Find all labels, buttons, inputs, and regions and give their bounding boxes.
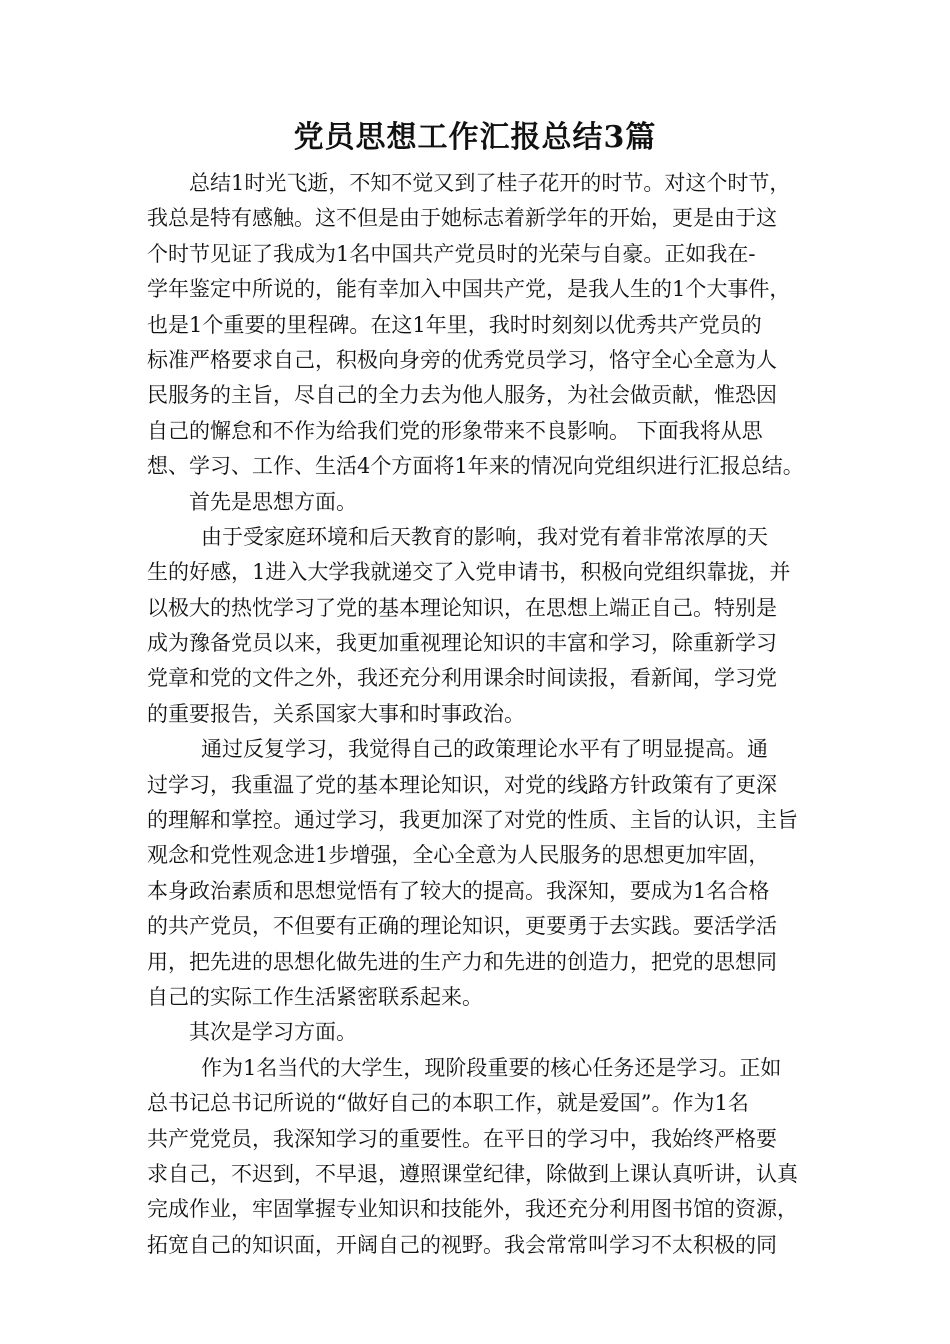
paragraph-line: 个时节见证了我成为1名中国共产党员时的光荣与自豪。正如我在- bbox=[147, 241, 756, 266]
paragraph-line: 党章和党的文件之外，我还充分利用课余时间读报，看新闻，学习党 bbox=[147, 666, 777, 691]
paragraph-line: 的理解和掌控。通过学习，我更加深了对党的性质、主旨的认识，主旨 bbox=[147, 808, 798, 833]
paragraph-line: 也是1个重要的里程碑。在这1年里，我时时刻刻以优秀共产党员的 bbox=[147, 312, 762, 337]
paragraph-line: 拓宽自己的知识面，开阔自己的视野。我会常常叫学习不太积极的同 bbox=[147, 1232, 777, 1257]
paragraph-line: 其次是学习方面。 bbox=[189, 1020, 357, 1045]
paragraph-line: 我总是特有感触。这不但是由于她标志着新学年的开始，更是由于这 bbox=[147, 206, 777, 231]
paragraph-line: 作为1名当代的大学生，现阶段重要的核心任务还是学习。正如 bbox=[201, 1055, 782, 1080]
paragraph-line: 用，把先进的思想化做先进的生产力和先进的创造力，把党的思想同 bbox=[147, 949, 777, 974]
paragraph-line: 自己的懈怠和不作为给我们党的形象带来不良影响。 下面我将从思 bbox=[147, 418, 763, 443]
paragraph-line: 以极大的热忱学习了党的基本理论知识，在思想上端正自己。特别是 bbox=[147, 595, 777, 620]
paragraph-line: 想、学习、工作、生活4个方面将1年来的情况向党组织进行汇报总结。 bbox=[147, 454, 804, 479]
paragraph-line: 过学习，我重温了党的基本理论知识，对党的线路方针政策有了更深 bbox=[147, 772, 777, 797]
paragraph-line: 首先是思想方面。 bbox=[189, 489, 357, 514]
paragraph-line: 标准严格要求自己，积极向身旁的优秀党员学习，恪守全心全意为人 bbox=[147, 347, 777, 372]
paragraph-line: 求自己，不迟到，不早退，遵照课堂纪律，除做到上课认真听讲，认真 bbox=[147, 1161, 798, 1186]
paragraph-line: 本身政治素质和思想觉悟有了较大的提高。我深知，要成为1名合格 bbox=[147, 878, 770, 903]
paragraph-line: 观念和党性观念进1步增强，全心全意为人民服务的思想更加牢固， bbox=[147, 843, 770, 868]
paragraph-line: 生的好感，1进入大学我就递交了入党申请书，积极向党组织靠拢，并 bbox=[147, 560, 791, 585]
paragraph-line: 共产党党员，我深知学习的重要性。在平日的学习中，我始终严格要 bbox=[147, 1126, 777, 1151]
paragraph-line: 的共产党员，不但要有正确的理论知识，更要勇于去实践。要活学活 bbox=[147, 914, 777, 939]
paragraph-line: 民服务的主旨，尽自己的全力去为他人服务，为社会做贡献，惟恐因 bbox=[147, 383, 777, 408]
paragraph-line: 通过反复学习，我觉得自己的政策理论水平有了明显提高。通 bbox=[201, 737, 768, 762]
paragraph-line: 总书记总书记所说的“做好自己的本职工作，就是爱国”。作为1名 bbox=[147, 1091, 749, 1116]
paragraph-line: 成为豫备党员以来，我更加重视理论知识的丰富和学习，除重新学习 bbox=[147, 631, 777, 656]
paragraph-line: 自己的实际工作生活紧密联系起来。 bbox=[147, 984, 483, 1009]
paragraph-line: 总结1时光飞逝，不知不觉又到了桂子花开的时节。对这个时节， bbox=[189, 171, 791, 195]
paragraph-line: 的重要报告，关系国家大事和时事政治。 bbox=[147, 701, 525, 726]
paragraph-line: 完成作业，牢固掌握专业知识和技能外，我还充分利用图书馆的资源， bbox=[147, 1197, 798, 1222]
document-title: 党员思想工作汇报总结3篇 bbox=[293, 120, 657, 155]
paragraph-line: 由于受家庭环境和后天教育的影响，我对党有着非常浓厚的天 bbox=[201, 524, 768, 549]
document-body bbox=[147, 166, 827, 1263]
paragraph-line: 学年鉴定中所说的，能有幸加入中国共产党，是我人生的1个大事件， bbox=[147, 277, 791, 302]
